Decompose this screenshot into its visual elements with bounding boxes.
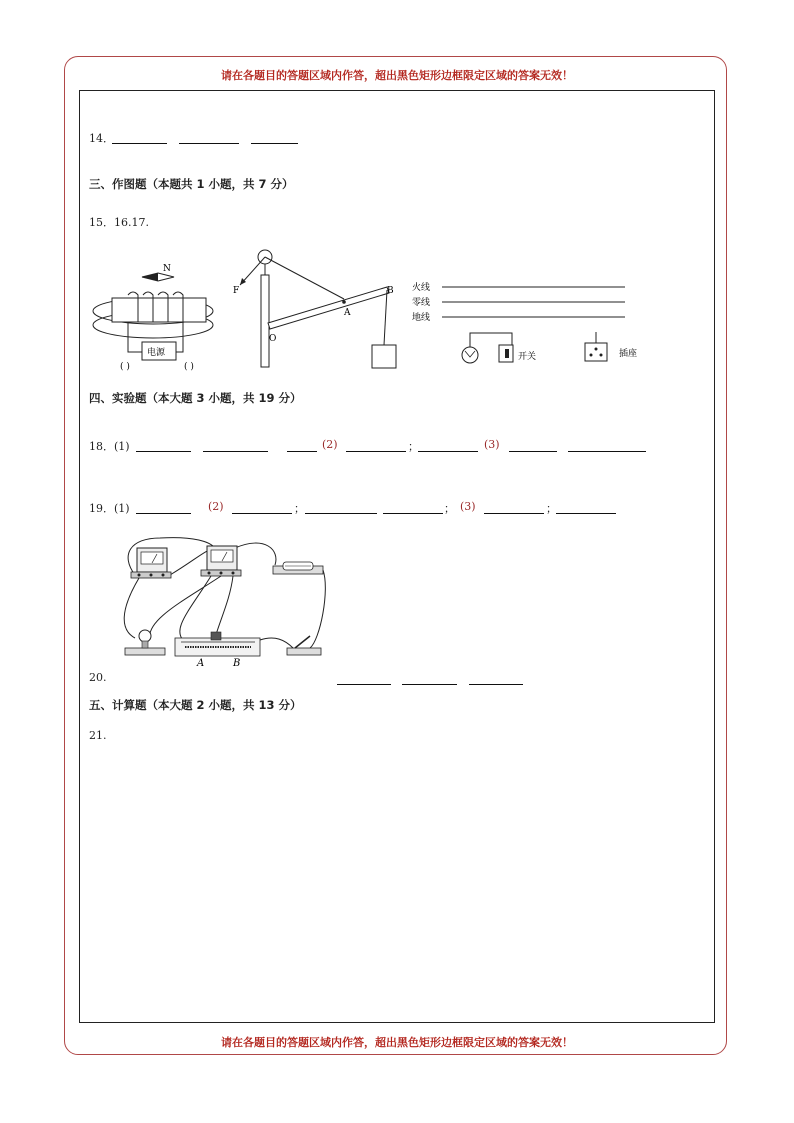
answer-blank[interactable] [112, 143, 167, 144]
circuit-apparatus-figure [115, 530, 340, 670]
power-label: 电源 [147, 348, 166, 358]
socket-label: 插座 [619, 349, 638, 359]
q15-label: 15．16.17. [89, 216, 149, 229]
answer-blank[interactable] [509, 451, 557, 452]
answer-blank[interactable] [232, 513, 292, 514]
q18-part3: (3) [484, 438, 500, 451]
label-A: A [197, 658, 205, 669]
q21-label: 21. [89, 729, 107, 742]
answer-blank[interactable] [418, 451, 478, 452]
answer-blank[interactable] [203, 451, 268, 452]
section-3-title: 三、作图题（本题共 1 小题，共 7 分） [89, 177, 294, 191]
answer-blank[interactable] [305, 513, 377, 514]
warning-bottom: 请在各题目的答题区域内作答，超出黑色矩形边框限定区域的答案无效！ [221, 1036, 573, 1049]
answer-blank[interactable] [556, 513, 616, 514]
answer-blank[interactable] [469, 684, 523, 685]
label-A: A [344, 308, 351, 318]
label-B: B [233, 658, 241, 669]
warning-top: 请在各题目的答题区域内作答，超出黑色矩形边框限定区域的答案无效！ [221, 69, 573, 82]
answer-blank[interactable] [568, 451, 646, 452]
separator: ； [444, 502, 455, 515]
label-F: F [233, 286, 240, 296]
separator: ； [294, 502, 305, 515]
q19-part2: (2) [208, 500, 224, 513]
answer-blank[interactable] [136, 513, 191, 514]
answer-blank[interactable] [484, 513, 544, 514]
answer-blank[interactable] [337, 684, 391, 685]
neutral-wire-label: 零线 [412, 298, 431, 308]
answer-blank[interactable] [251, 143, 298, 144]
paren-left: ( ) [120, 362, 130, 372]
answer-blank[interactable] [402, 684, 457, 685]
label-B: B [387, 286, 394, 296]
section-4-title: 四、实验题（本大题 3 小题，共 19 分） [89, 391, 302, 405]
answer-blank[interactable] [346, 451, 406, 452]
live-wire-label: 火线 [412, 283, 431, 293]
q20-label: 20. [89, 671, 107, 684]
answer-blank[interactable] [383, 513, 443, 514]
switch-label: 开关 [518, 352, 537, 362]
section-5-title: 五、计算题（本大题 2 小题，共 13 分） [89, 698, 302, 712]
q18-label: 18．(1) [89, 440, 130, 453]
paren-right: ( ) [184, 362, 194, 372]
q19-label: 19．(1) [89, 502, 130, 515]
ground-wire-label: 地线 [412, 313, 431, 323]
north-label: N [163, 264, 171, 274]
separator: ； [546, 502, 557, 515]
label-O: O [269, 334, 277, 344]
separator: ； [408, 440, 419, 453]
answer-blank[interactable] [179, 143, 239, 144]
electromagnet-figure [90, 255, 220, 375]
q14-label: 14． [89, 132, 114, 145]
lever-figure [230, 247, 400, 372]
answer-blank[interactable] [287, 451, 317, 452]
answer-blank[interactable] [136, 451, 191, 452]
household-circuit-figure [410, 277, 650, 372]
q19-part3: (3) [460, 500, 476, 513]
q18-part2: (2) [322, 438, 338, 451]
